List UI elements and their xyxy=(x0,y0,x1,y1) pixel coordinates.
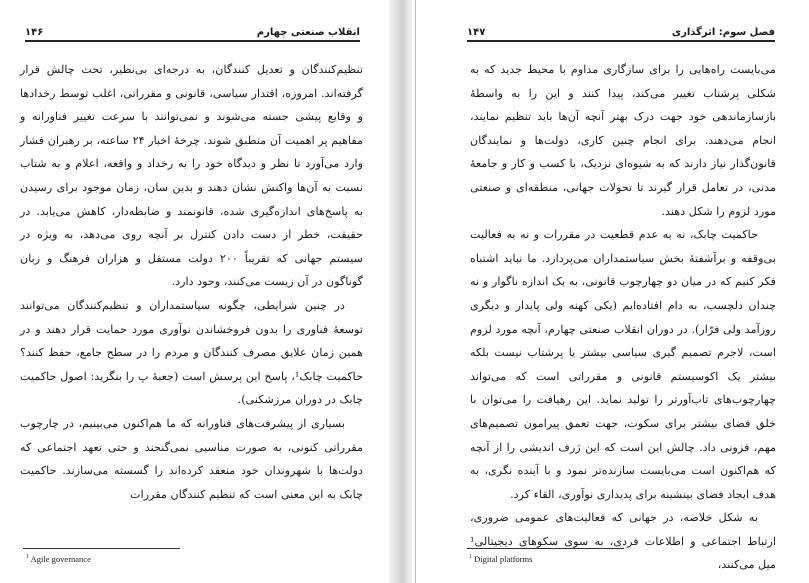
right-footnote-number: 1 xyxy=(469,554,472,561)
book-gutter xyxy=(389,0,412,583)
right-page-body xyxy=(470,58,776,577)
left-footnote-text: Agile governance xyxy=(30,554,91,564)
right-page xyxy=(412,0,809,583)
left-page-body xyxy=(20,58,363,506)
left-page xyxy=(0,0,389,583)
right-header-title: فصل سوم: اثرگذاری xyxy=(671,27,775,38)
right-page-number: ۱۴۷ xyxy=(467,27,486,38)
right-paragraph-3: به شکل خلاصه، در جهانی که فعالیت‌های عمومی ضروری، ارتباط اجتماعی و اطلاعات فردی، به سوی سکوهای دیجیتالی¹ میل می‌کنند، xyxy=(470,511,776,572)
left-footnote-divider xyxy=(23,548,180,549)
right-paragraph-1: می‌بایست راه‌هایی را برای سازگاری مداوم با محیط جدید که به شکلی پرشتاب تغییر می‌کند، پیدا کنند و این را به واسطهٔ بازسازماندهی خود جهت درک بهتر آنچه آن‌ها باید تنظیم نمایند، انجام می‌دهند. برای انجام چنین کاری، دولت‌ها و نمایندگان قانون‌گذار نیاز دارند که به شیوه‌ای نزدیک، با کسب و کار و جامعهٔ مدنی، در تعامل قرار گیرند تا تحولات جهانی، منطقه‌ای و صنعتی مورد لزوم را شکل دهند. xyxy=(470,63,776,218)
right-footnote-text: Digital platforms xyxy=(474,554,533,564)
left-footnote-number: 1 xyxy=(26,554,29,561)
left-footnote xyxy=(26,554,91,564)
right-paragraph-2: حاکمیت چابک، نه به عدم قطعیت در مقررات و نه به فعالیت بی‌وقفه و برآشفتهٔ بخش سیاستمداران می‌پردازد. ما نباید اشتباه فکر کنیم که در میان دو چهارچوب قانونی، به یک اندازه ناگوار و نه چندان دلچسب، به دام افتاده‌ایم (یکی کهنه ولی پایدار و دیگری روزآمد ولی فرّار). در دوران انقلاب صنعتی چهارم، آنچه مورد لزوم است، لاجرم تصمیم گیری سیاسی بیشتر یا پرشتاب نیست بلکه بیشتر یک اکوسیستم قانونی و مقرراتی است که می‌تواند چهارچوب‌های تاب‌آورتر را تولید نماید. این رهیافت را می‌توان با خلق فضای بیشتر برای سکوت، جهت تعمق پیرامون تصمیم‌های مهم، فزونی داد. چالش این است که این ژرف اندیشی را از آنچه که هم‌اکنون است می‌بایست سازنده‌تر نمود و با آینده نگری، به هدف ایجاد فضای بینشینه برای پدیداری نوآوری، القاء کرد. xyxy=(470,228,776,501)
left-page-header xyxy=(25,18,360,42)
left-page-number: ۱۴۶ xyxy=(25,27,44,38)
left-paragraph-2: در چنین شرایطی، چگونه سیاستمداران و تنظیم‌کنندگان می‌توانند توسعهٔ فناوری را بدون فروخشاندن نوآوری مورد حمایت قرار دهند و در همین زمان علایق مصرف کنندگان و مردم را در سطح جامع، حفظ کنند؟ حاکمیت چابک¹، پاسخ این پرسش است (جعبهٔ پ را بنگرید: اصول حاکمیت چابک در دوران مرزشکنی). xyxy=(20,298,363,407)
left-header-title: انقلاب صنعتی چهارم xyxy=(256,27,360,38)
right-footnote xyxy=(469,554,532,564)
right-footnote-divider xyxy=(467,548,624,549)
right-page-header xyxy=(467,18,775,42)
left-paragraph-3: بسیاری از پیشرفت‌های فناورانه که ما هم‌اکنون می‌بینیم، در چارچوب مقرراتی کنونی، به صورت مناسبی نمی‌گنجند و حتی تعهد اجتماعی که دولت‌ها با شهروندان خود منعقد کرده‌اند را گسسته می‌سازند. حاکمیت چابک به این معنی است که تنظیم کنندگان مقررات xyxy=(20,416,363,501)
left-paragraph-1: تنظیم‌کنندگان و تعدیل کنندگان، به درجه‌ای بی‌نظیر، تحت چالش قرار گرفته‌اند. امروزه، اقتدار سیاسی، قانونی و مقرراتی، اغلب توسط رخدادها و وقایع پیشی جسته می‌شوند و نمی‌توانند با سرعت تغییر فناورانه و مفاهیم پر اهمیت آن منطبق شوند. چرخهٔ اخبار ۲۴ ساعته، بر رهبران فشار وارد می‌آورد تا نظر و دیدگاه خود را به رخداد و واقعه، اعلام و به شتاب نسبت به آن‌ها واکنش نشان دهند و بدین سان، زمان موجود برای رسیدن به پاسخ‌های اندازه‌گیری شده، قانونمند و ضابطه‌دار، کاهش می‌یابد. در حقیقت، خطر از دست دادن کنترل بر آنچه روی می‌دهد، به ویژه در سیستم جهانی که تقریباً ۲۰۰ دولت مستقل و هزاران فرهنگ و زبان گوناگون در آن زیست می‌کنند، وجود دارد. xyxy=(20,63,363,289)
